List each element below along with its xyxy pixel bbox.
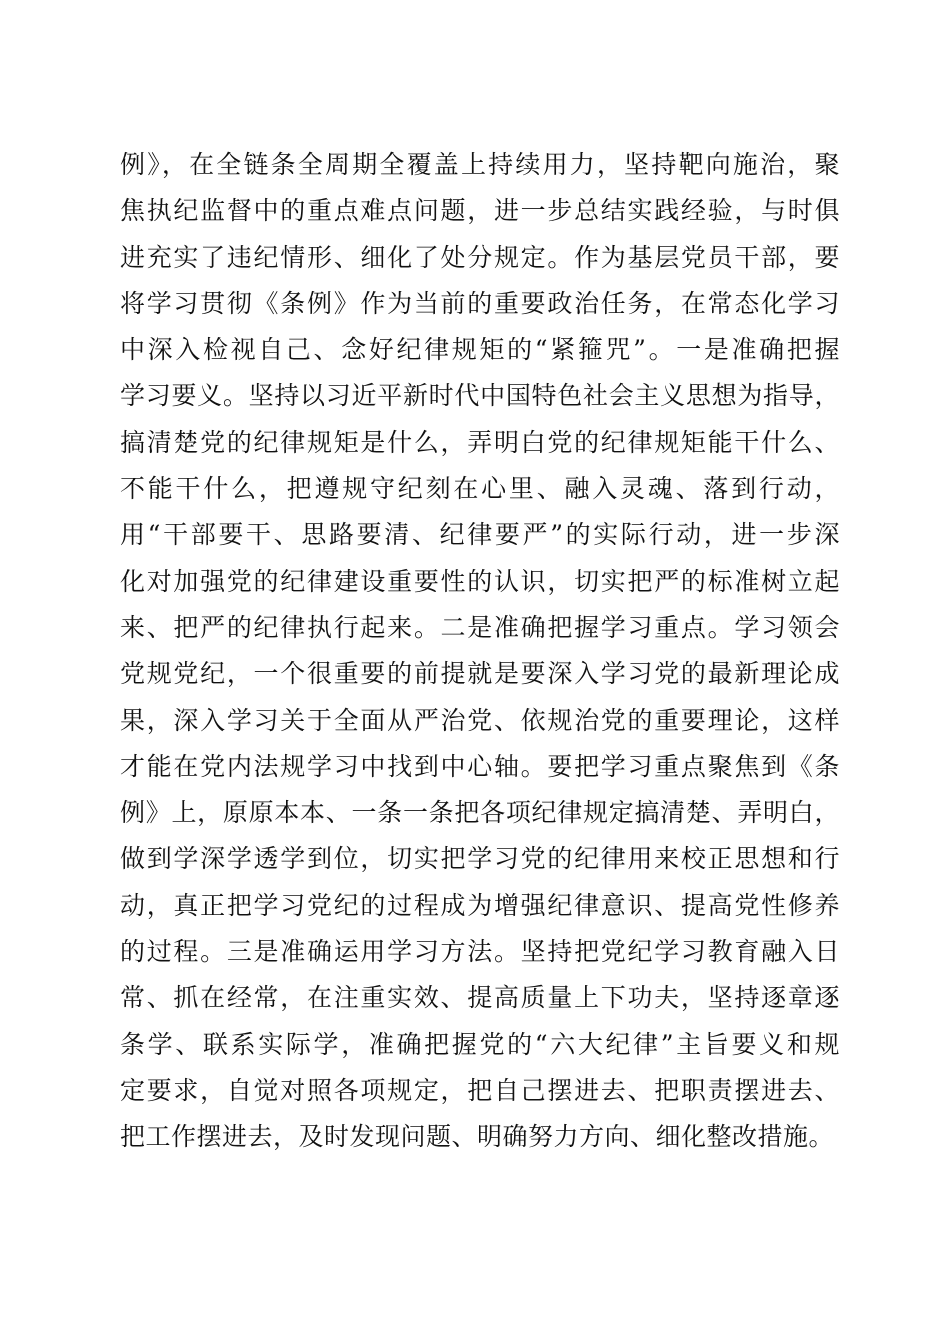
text-line: 学习要义。坚持以习近平新时代中国特色社会主义思想为指导，: [120, 381, 840, 411]
text-line: 定要求，自觉对照各项规定，把自己摆进去、把职责摆进去、: [120, 1075, 840, 1105]
text-line: 进充实了违纪情形、细化了处分规定。作为基层党员干部，要: [120, 242, 840, 272]
body-paragraph: [120, 142, 840, 1161]
text-line: 把工作摆进去，及时发现问题、明确努力方向、细化整改措施。: [120, 1122, 835, 1152]
text-line: 搞清楚党的纪律规矩是什么，弄明白党的纪律规矩能干什么、: [120, 427, 840, 457]
text-line: 动，真正把学习党纪的过程成为增强纪律意识、提高党性修养: [120, 890, 840, 920]
text-line: 才能在党内法规学习中找到中心轴。要把学习重点聚焦到《条: [120, 751, 840, 781]
text-line: 用“干部要干、思路要清、纪律要严”的实际行动，进一步深: [120, 520, 840, 550]
text-line: 中深入检视自己、念好纪律规矩的“紧箍咒”。一是准确把握: [120, 335, 840, 365]
text-line: 例》上，原原本本、一条一条把各项纪律规定搞清楚、弄明白，: [120, 798, 840, 828]
text-line: 来、把严的纪律执行起来。二是准确把握学习重点。学习领会: [120, 612, 840, 642]
text-line: 党规党纪，一个很重要的前提就是要深入学习党的最新理论成: [120, 659, 840, 689]
text-line: 化对加强党的纪律建设重要性的认识，切实把严的标准树立起: [120, 566, 840, 596]
text-line: 的过程。三是准确运用学习方法。坚持把党纪学习教育融入日: [120, 937, 840, 967]
text-line: 不能干什么，把遵规守纪刻在心里、融入灵魂、落到行动，: [120, 474, 840, 504]
text-line: 例》，在全链条全周期全覆盖上持续用力，坚持靶向施治，聚: [120, 150, 840, 179]
text-line: 果，深入学习关于全面从严治党、依规治党的重要理论，这样: [120, 705, 840, 735]
text-line: 条学、联系实际学，准确把握党的“六大纪律”主旨要义和规: [120, 1029, 840, 1059]
text-line: 焦执纪监督中的重点难点问题，进一步总结实践经验，与时俱: [120, 196, 840, 226]
text-line: 常、抓在经常，在注重实效、提高质量上下功夫，坚持逐章逐: [120, 983, 840, 1013]
text-line: 做到学深学透学到位，切实把学习党的纪律用来校正思想和行: [120, 844, 840, 874]
text-line: 将学习贯彻《条例》作为当前的重要政治任务，在常态化学习: [120, 288, 840, 318]
